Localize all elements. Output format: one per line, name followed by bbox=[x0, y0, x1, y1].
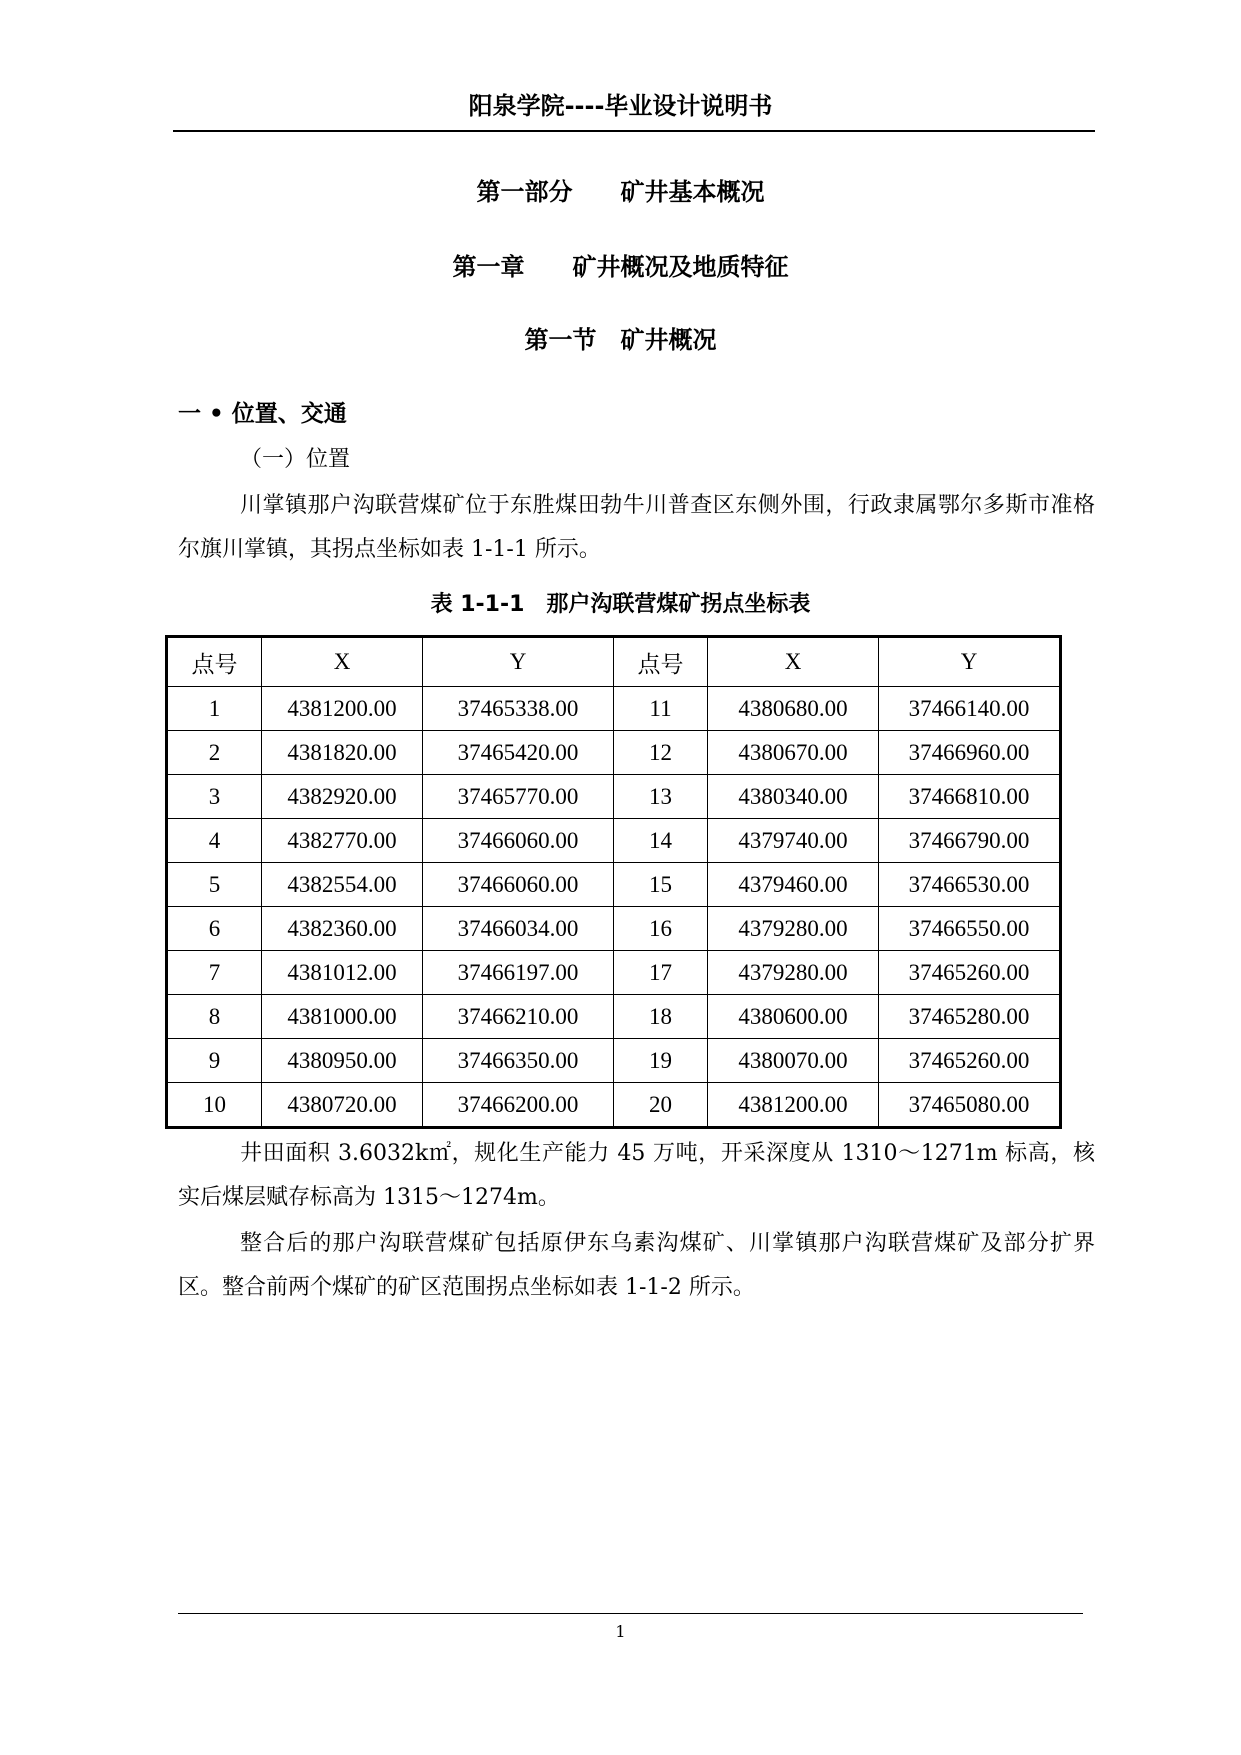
table-cell: 37466960.00 bbox=[879, 731, 1061, 775]
table-caption: 表 1-1-1 那户沟联营煤矿拐点坐标表 bbox=[430, 592, 811, 617]
table-row bbox=[167, 907, 1061, 951]
table-row bbox=[167, 1039, 1061, 1083]
section-title: 一 • 位置、交通 bbox=[178, 401, 347, 427]
header-cell: Y bbox=[879, 637, 1061, 687]
table-cell: 18 bbox=[614, 995, 708, 1039]
table-cell: 5 bbox=[167, 863, 262, 907]
footer-rule bbox=[178, 1613, 1083, 1614]
table-cell: 37466060.00 bbox=[423, 863, 614, 907]
table-row bbox=[167, 731, 1061, 775]
table-row bbox=[167, 995, 1061, 1039]
table-cell: 2 bbox=[167, 731, 262, 775]
header-cell: X bbox=[262, 637, 423, 687]
table-cell: 37465420.00 bbox=[423, 731, 614, 775]
section-heading: 第一节 矿井概况 bbox=[524, 326, 717, 354]
table-row bbox=[167, 1083, 1061, 1128]
header-cell: 点号 bbox=[167, 637, 262, 687]
table-cell: 20 bbox=[614, 1083, 708, 1128]
subsection-title: （一）位置 bbox=[240, 447, 351, 472]
table-cell: 37466210.00 bbox=[423, 995, 614, 1039]
table-cell: 19 bbox=[614, 1039, 708, 1083]
table-row bbox=[167, 687, 1061, 731]
table-cell: 37465260.00 bbox=[879, 951, 1061, 995]
table-cell: 4381820.00 bbox=[262, 731, 423, 775]
table-cell: 4379280.00 bbox=[708, 907, 879, 951]
table-cell: 4379740.00 bbox=[708, 819, 879, 863]
table-cell: 10 bbox=[167, 1083, 262, 1128]
header-cell: Y bbox=[423, 637, 614, 687]
table-cell: 1 bbox=[167, 687, 262, 731]
header-rule bbox=[173, 130, 1095, 132]
table-cell: 37466350.00 bbox=[423, 1039, 614, 1083]
table-cell: 9 bbox=[167, 1039, 262, 1083]
table-cell: 37466550.00 bbox=[879, 907, 1061, 951]
table-cell: 4380950.00 bbox=[262, 1039, 423, 1083]
table-cell: 4381000.00 bbox=[262, 995, 423, 1039]
table-cell: 7 bbox=[167, 951, 262, 995]
table-cell: 4380070.00 bbox=[708, 1039, 879, 1083]
header-cell: 点号 bbox=[614, 637, 708, 687]
paragraph-location: 川掌镇那户沟联营煤矿位于东胜煤田勃牛川普查区东侧外围，行政隶属鄂尔多斯市准格尔旗川掌镇，其拐点坐标如表 1-1-1 所示。 bbox=[178, 493, 1095, 562]
table-cell: 11 bbox=[614, 687, 708, 731]
table-row bbox=[167, 819, 1061, 863]
table-header-row bbox=[167, 637, 1061, 687]
table-cell: 4381200.00 bbox=[708, 1083, 879, 1128]
page-header-title: 阳泉学院----毕业设计说明书 bbox=[468, 92, 773, 120]
table-cell: 37466034.00 bbox=[423, 907, 614, 951]
table-cell: 37466060.00 bbox=[423, 819, 614, 863]
table-cell: 4382554.00 bbox=[262, 863, 423, 907]
header-cell: X bbox=[708, 637, 879, 687]
table-cell: 4379280.00 bbox=[708, 951, 879, 995]
table-cell: 37466810.00 bbox=[879, 775, 1061, 819]
table-cell: 37465338.00 bbox=[423, 687, 614, 731]
table-cell: 8 bbox=[167, 995, 262, 1039]
table-cell: 4380680.00 bbox=[708, 687, 879, 731]
table-row bbox=[167, 775, 1061, 819]
table-cell: 4381012.00 bbox=[262, 951, 423, 995]
table-cell: 4380670.00 bbox=[708, 731, 879, 775]
table-cell: 4379460.00 bbox=[708, 863, 879, 907]
table-cell: 37465770.00 bbox=[423, 775, 614, 819]
table-cell: 13 bbox=[614, 775, 708, 819]
page-number: 1 bbox=[615, 1622, 626, 1641]
table-cell: 37466200.00 bbox=[423, 1083, 614, 1128]
coordinate-table bbox=[165, 635, 1062, 1129]
table-row bbox=[167, 951, 1061, 995]
table-cell: 4382920.00 bbox=[262, 775, 423, 819]
table-row bbox=[167, 863, 1061, 907]
part-heading: 第一部分 矿井基本概况 bbox=[476, 178, 765, 206]
table-cell: 37465280.00 bbox=[879, 995, 1061, 1039]
table-cell: 14 bbox=[614, 819, 708, 863]
table-cell: 4380600.00 bbox=[708, 995, 879, 1039]
table-cell: 12 bbox=[614, 731, 708, 775]
table-cell: 37466140.00 bbox=[879, 687, 1061, 731]
paragraph-field-area: 井田面积 3.6032k㎡，规化生产能力 45 万吨，开采深度从 1310～1271m 标高，核实后煤层赋存标高为 1315～1274m。 bbox=[178, 1141, 1095, 1210]
table-cell: 4 bbox=[167, 819, 262, 863]
table-cell: 37466790.00 bbox=[879, 819, 1061, 863]
table-cell: 37465260.00 bbox=[879, 1039, 1061, 1083]
table-cell: 4382770.00 bbox=[262, 819, 423, 863]
paragraph-integration: 整合后的那户沟联营煤矿包括原伊东乌素沟煤矿、川掌镇那户沟联营煤矿及部分扩界区。整合前两个煤矿的矿区范围拐点坐标如表 1-1-2 所示。 bbox=[178, 1231, 1095, 1300]
table-cell: 17 bbox=[614, 951, 708, 995]
table-cell: 37465080.00 bbox=[879, 1083, 1061, 1128]
table-cell: 37466197.00 bbox=[423, 951, 614, 995]
table-cell: 4380720.00 bbox=[262, 1083, 423, 1128]
table-cell: 4381200.00 bbox=[262, 687, 423, 731]
table-cell: 4382360.00 bbox=[262, 907, 423, 951]
table-cell: 16 bbox=[614, 907, 708, 951]
table-cell: 37466530.00 bbox=[879, 863, 1061, 907]
chapter-heading: 第一章 矿井概况及地质特征 bbox=[452, 253, 789, 281]
table-cell: 6 bbox=[167, 907, 262, 951]
table-cell: 3 bbox=[167, 775, 262, 819]
table-cell: 4380340.00 bbox=[708, 775, 879, 819]
table-cell: 15 bbox=[614, 863, 708, 907]
